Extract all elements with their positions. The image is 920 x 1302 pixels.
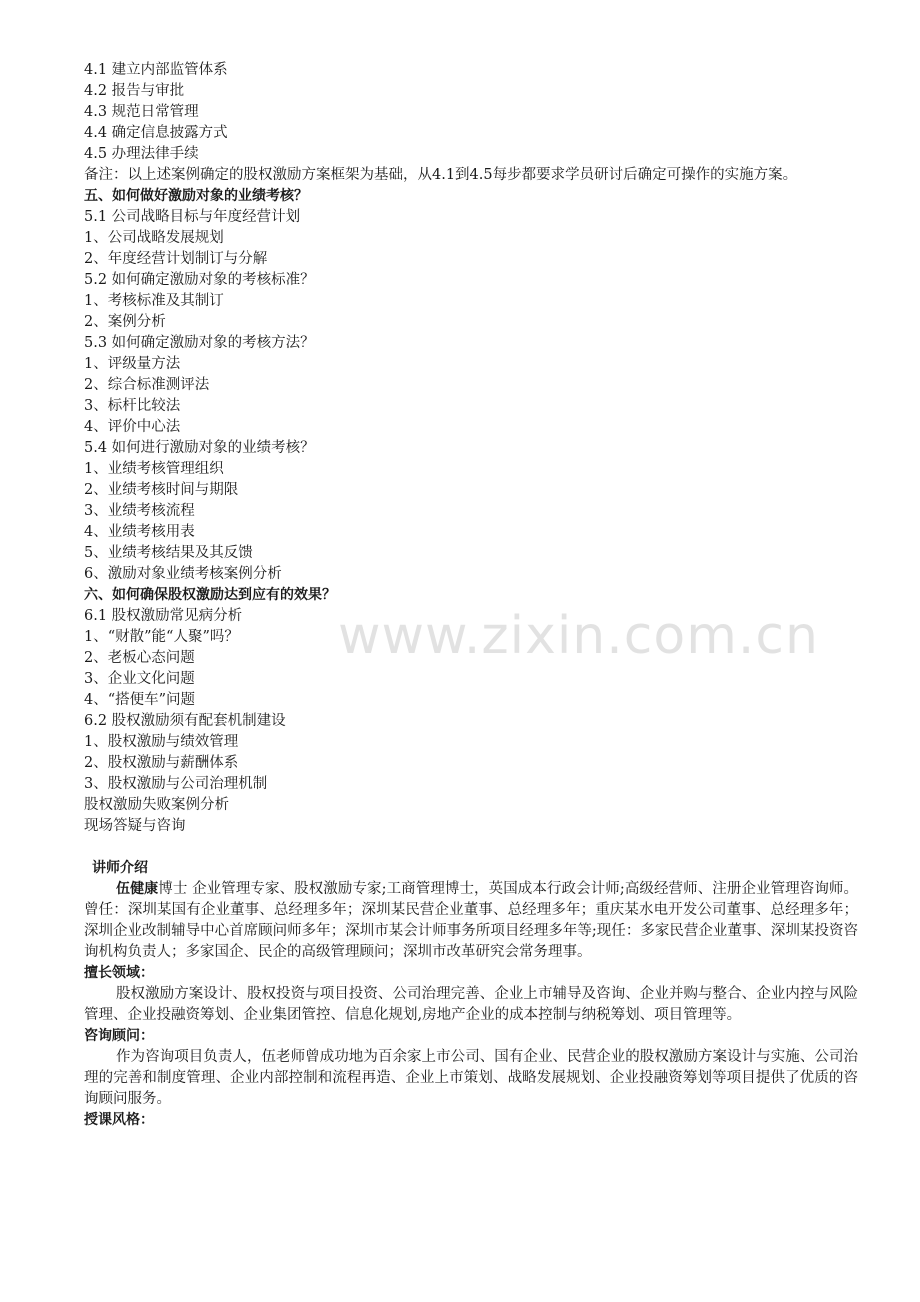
list-item: 1、业绩考核管理组织	[84, 461, 224, 477]
list-item: 3、业绩考核流程	[84, 503, 195, 519]
outline-item: 4.4 确定信息披露方式	[84, 125, 228, 141]
instructor-heading: 讲师介绍	[92, 860, 148, 876]
expertise-text: 股权激励方案设计、股权投资与项目投资、公司治理完善、企业上市辅导及咨询、企业并购与整合、企业内控与风险管理、企业投融资筹划、企业集团管控、信息化规划,房地产企业的成本控制与纳税筹划、项目管理等。	[84, 986, 858, 1023]
list-item: 1、公司战略发展规划	[84, 230, 224, 246]
list-item: 3、股权激励与公司治理机制	[84, 776, 268, 792]
list-item: 2、股权激励与薪酬体系	[84, 755, 239, 771]
section5-list	[84, 207, 858, 585]
section5-heading: 五、如何做好激励对象的业绩考核？	[84, 188, 308, 204]
list-item: 6.2 股权激励须有配套机制建设	[84, 713, 286, 729]
outline-item: 4.1 建立内部监管体系	[84, 62, 228, 78]
list-item: 1、考核标准及其制订	[84, 293, 224, 309]
section6-heading: 六、如何确保股权激励达到应有的效果？	[84, 587, 336, 603]
expertise-label: 擅长领域：	[84, 965, 154, 981]
instructor-bio-paragraph	[84, 879, 858, 963]
list-item: 5、业绩考核结果及其反馈	[84, 545, 253, 561]
document-body	[84, 60, 858, 1131]
list-item: 5.1 公司战略目标与年度经营计划	[84, 209, 301, 225]
list-item: 2、老板心态问题	[84, 650, 195, 666]
list-item: 4、评价中心法	[84, 419, 181, 435]
instructor-name: 伍健康	[116, 881, 159, 897]
list-item: 2、案例分析	[84, 314, 166, 330]
site-watermark: www.zixin.com.cn	[338, 606, 819, 666]
instructor-bio: 博士 企业管理专家、股权激励专家;工商管理博士，英国成本行政会计师;高级经营师、注册企业管理咨询师。曾任：深圳某国有企业董事、总经理多年；深圳某民营企业董事、总经理多年；重庆某水电开发公司董事、总经理多年；深圳企业改制辅导中心首席顾问师多年；深圳市某会计师事务所项目经理多年等;现任：多家民营企业董事、深圳某投资咨询机构负责人；多家国企、民企的高级管理顾问；深圳市改革研究会常务理事。	[84, 881, 858, 960]
section6-list	[84, 606, 858, 837]
list-item: 1、股权激励与绩效管理	[84, 734, 239, 750]
list-item: 1、评级量方法	[84, 356, 181, 372]
list-item: 股权激励失败案例分析	[84, 797, 229, 813]
list-item: 5.3 如何确定激励对象的考核方法？	[84, 335, 315, 351]
consulting-label: 咨询顾问：	[84, 1028, 154, 1044]
outline-item: 4.5 办理法律手续	[84, 146, 199, 162]
list-item: 6、激励对象业绩考核案例分析	[84, 566, 282, 582]
list-item: 4、“搭便车”问题	[84, 692, 196, 708]
list-item: 1、“财散”能“人聚”吗？	[84, 629, 239, 645]
list-item: 3、企业文化问题	[84, 671, 195, 687]
teaching-style-label: 授课风格：	[84, 1112, 154, 1128]
consulting-text: 作为咨询项目负责人，伍老师曾成功地为百余家上市公司、国有企业、民营企业的股权激励方案设计与实施、公司治理的完善和制度管理、企业内部控制和流程再造、企业上市策划、战略发展规划、企业投融资筹划等项目提供了优质的咨询顾问服务。	[84, 1049, 858, 1107]
list-item: 2、综合标准测评法	[84, 377, 210, 393]
list-item: 6.1 股权激励常见病分析	[84, 608, 243, 624]
list-item: 5.4 如何进行激励对象的业绩考核？	[84, 440, 315, 456]
list-item: 4、业绩考核用表	[84, 524, 195, 540]
list-item: 2、业绩考核时间与期限	[84, 482, 239, 498]
outline-list	[84, 60, 858, 165]
outline-item: 4.2 报告与审批	[84, 83, 185, 99]
outline-item: 4.3 规范日常管理	[84, 104, 199, 120]
list-item: 现场答疑与咨询	[84, 818, 186, 834]
list-item: 5.2 如何确定激励对象的考核标准？	[84, 272, 315, 288]
list-item: 3、标杆比较法	[84, 398, 181, 414]
note-paragraph: 备注：以上述案例确定的股权激励方案框架为基础，从4.1到4.5每步都要求学员研讨后确定可操作的实施方案。	[84, 167, 798, 183]
list-item: 2、年度经营计划制订与分解	[84, 251, 268, 267]
